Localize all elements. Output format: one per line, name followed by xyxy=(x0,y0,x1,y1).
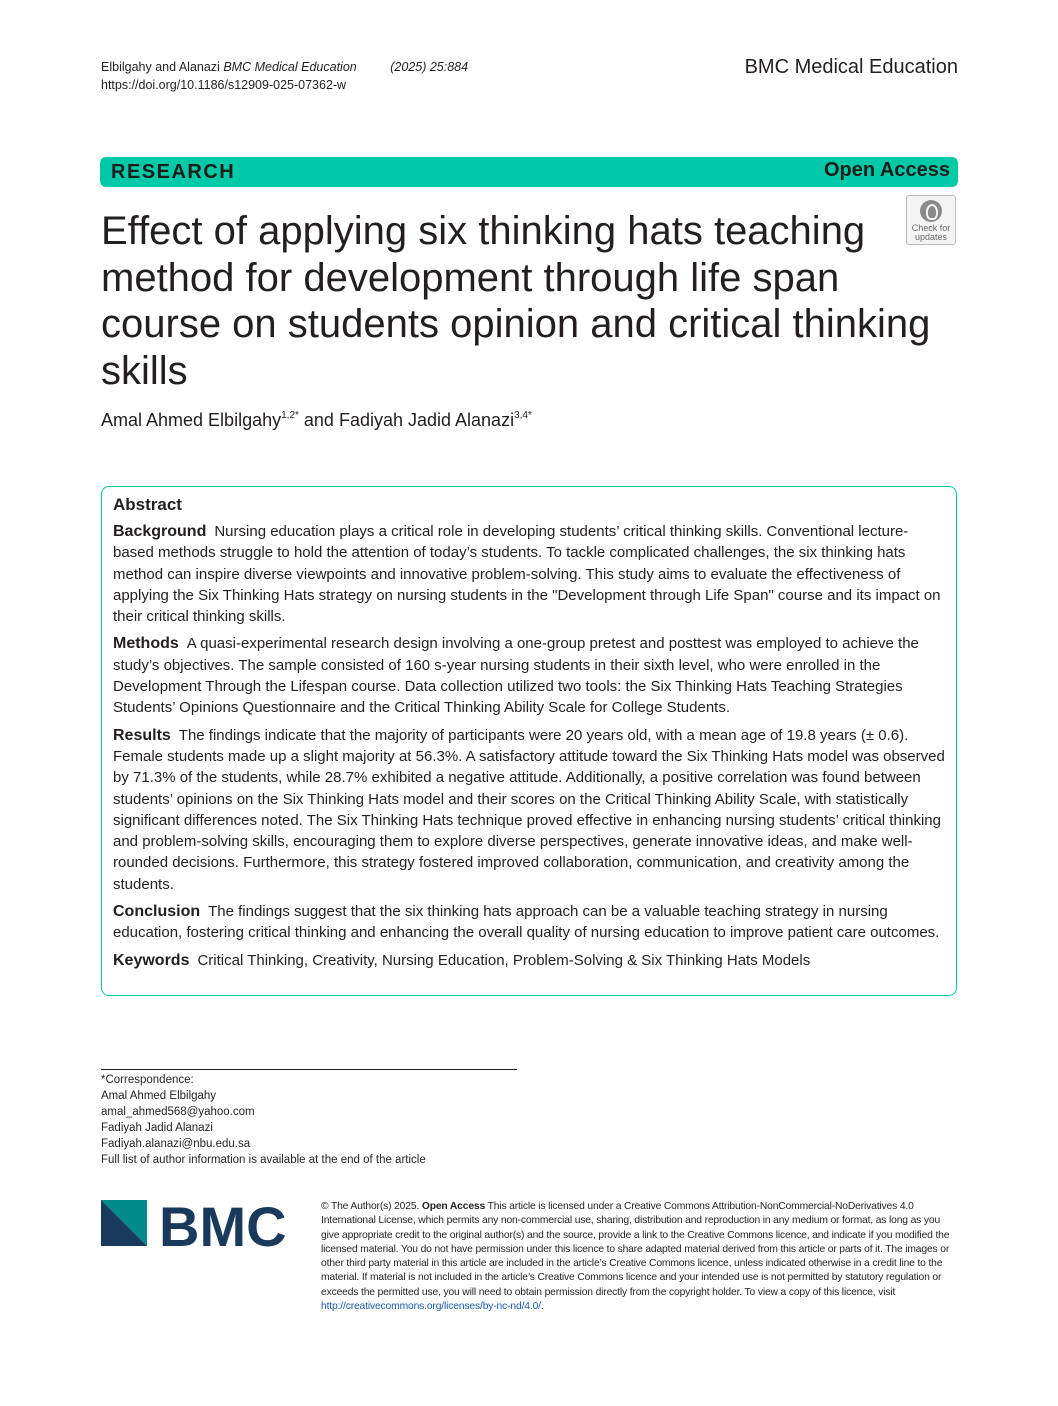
section-label: Keywords xyxy=(113,951,190,969)
abstract-heading: Abstract xyxy=(113,495,182,514)
open-access-label: Open Access xyxy=(824,159,950,181)
abstract-background xyxy=(113,521,945,627)
section-text: Critical Thinking, Creativity, Nursing Education, Problem-Solving & Six Thinking Hats Models xyxy=(197,951,811,969)
correspondent-email[interactable]: amal_ahmed568@yahoo.com xyxy=(101,1106,255,1118)
abstract-keywords xyxy=(113,950,945,971)
correspondence-label: *Correspondence: xyxy=(101,1074,194,1086)
journal-name-italic: BMC Medical Education xyxy=(223,60,357,74)
section-text: A quasi-experimental research design involving a one-group pretest and posttest was employed to achieve the study’s objectives. The sample consisted of 160 s-year nursing students in their sixth level, who were enrolled in the Development Through the Lifespan course. Data collection utilized two tools: the Six Thinking Hats Teaching Strategies Students’ Opinions Questionnaire and the Critical Thinking Ability Scale for College Students. xyxy=(113,635,919,717)
section-label: Conclusion xyxy=(113,903,201,921)
affiliation-sup: 3,4* xyxy=(514,410,532,421)
bmc-logo xyxy=(101,1198,296,1250)
journal-title: BMC Medical Education xyxy=(744,56,958,78)
license-text: This article is licensed under a Creative Commons Attribution-NonCommercial-NoDerivatives 4.0 International License, which permits any non-commercial use, sharing, distribution and reproduction in any medium or format, as long as you give appropriate credit to the original author(s) and the source, provide a link to the Creative Commons licence, and indicate if you modified the licensed material. You do not have permission under this licence to share adapted material derived from this article or parts of it. The images or other third party material in this article are included in the article’s Creative Commons licence, unless indicated otherwise in a credit line to the material. If material is not included in the article’s Creative Commons licence and your intended use is not permitted by statutory regulation or exceeds the permitted use, you will need to obtain permission directly from the copyright holder. To view a copy of this licence, visit xyxy=(321,1201,950,1298)
logo-text: BMC xyxy=(159,1198,287,1250)
bookmark-icon xyxy=(920,200,942,222)
check-for-updates-badge[interactable] xyxy=(906,195,956,245)
abstract-results xyxy=(113,725,945,895)
section-label: Methods xyxy=(113,635,179,653)
author-separator: and xyxy=(298,410,339,430)
correspondent-email[interactable]: Fadiyah.alanazi@nbu.edu.sa xyxy=(101,1138,251,1150)
author-info-note: Full list of author information is available at the end of the article xyxy=(101,1154,426,1166)
article-type-banner xyxy=(100,157,958,187)
license-link[interactable]: http://creativecommons.org/licenses/by-nc-nd/4.0/ xyxy=(321,1301,541,1313)
section-text: The findings suggest that the six thinking hats approach can be a valuable teaching strategy in nursing education, fostering critical thinking and enhancing the overall quality of nursing education to improve patient care outcomes. xyxy=(113,903,940,942)
abstract-box xyxy=(101,486,957,996)
year-volume: (2025) 25:884 xyxy=(390,60,469,74)
footnote-divider xyxy=(101,1069,517,1070)
section-label: Background xyxy=(113,523,207,540)
license-statement xyxy=(321,1200,961,1314)
section-label: Results xyxy=(113,726,171,744)
author-name: Fadiyah Jadid Alanazi xyxy=(338,410,515,430)
correspondence-block xyxy=(101,1072,426,1168)
check-for-updates-text: Check for updates xyxy=(911,223,951,242)
copyright: © The Author(s) 2025. xyxy=(321,1201,420,1212)
section-text: The findings indicate that the majority of participants were 20 years old, with a mean age of 19.8 years (± 0.6). Female students made up a slight majority at 56.3%. A satisfactory attitude toward the Six Thinking Hats model was observed by 71.3% of the students, while 28.7% exhibited a negative attitude. Additionally, a positive correlation was found between students’ opinions on the Six Thinking Hats model and their scores on the Critical Thinking Ability Scale, with statistically significant differences noted. The Six Thinking Hats technique proved effective in enhancing nursing students’ critical thinking and problem-solving skills, encouraging them to explore diverse perspectives, generate innovative ideas, and make well-rounded decisions. Furthermore, this strategy fostered improved collaboration, communication, and creativity among the students. xyxy=(113,726,945,893)
correspondent-name: Fadiyah Jadid Alanazi xyxy=(101,1122,213,1134)
open-access-bold: Open Access xyxy=(421,1201,486,1212)
abstract-conclusion xyxy=(113,901,945,944)
citation-line xyxy=(101,58,468,76)
affiliation-sup: 1,2* xyxy=(281,410,299,421)
abstract-methods xyxy=(113,633,945,718)
article-type: RESEARCH xyxy=(111,161,236,183)
author-list xyxy=(101,410,532,431)
license-end: . xyxy=(540,1301,544,1313)
doi-link[interactable]: https://doi.org/10.1186/s12909-025-07362-w xyxy=(101,78,347,92)
authors-short: Elbilgahy and Alanazi xyxy=(101,60,220,74)
running-header xyxy=(101,58,468,94)
section-text: Nursing education plays a critical role in developing students’ critical thinking skills. Conventional lecture-based methods struggle to hold the attention of today’s students. To tackle complicated challenges, the six thinking hats method can inspire diverse viewpoints and innovative problem-solving. This study aims to evaluate the effectiveness of applying the Six Thinking Hats strategy on nursing students in the "Development through Life Span" course and its impact on their critical thinking skills. xyxy=(113,523,941,626)
correspondent-name: Amal Ahmed Elbilgahy xyxy=(101,1090,217,1102)
article-title: Effect of applying six thinking hats teaching method for development through life span course on students opinion and critical thinking skills xyxy=(101,209,931,393)
author-name: Amal Ahmed Elbilgahy xyxy=(101,410,282,430)
